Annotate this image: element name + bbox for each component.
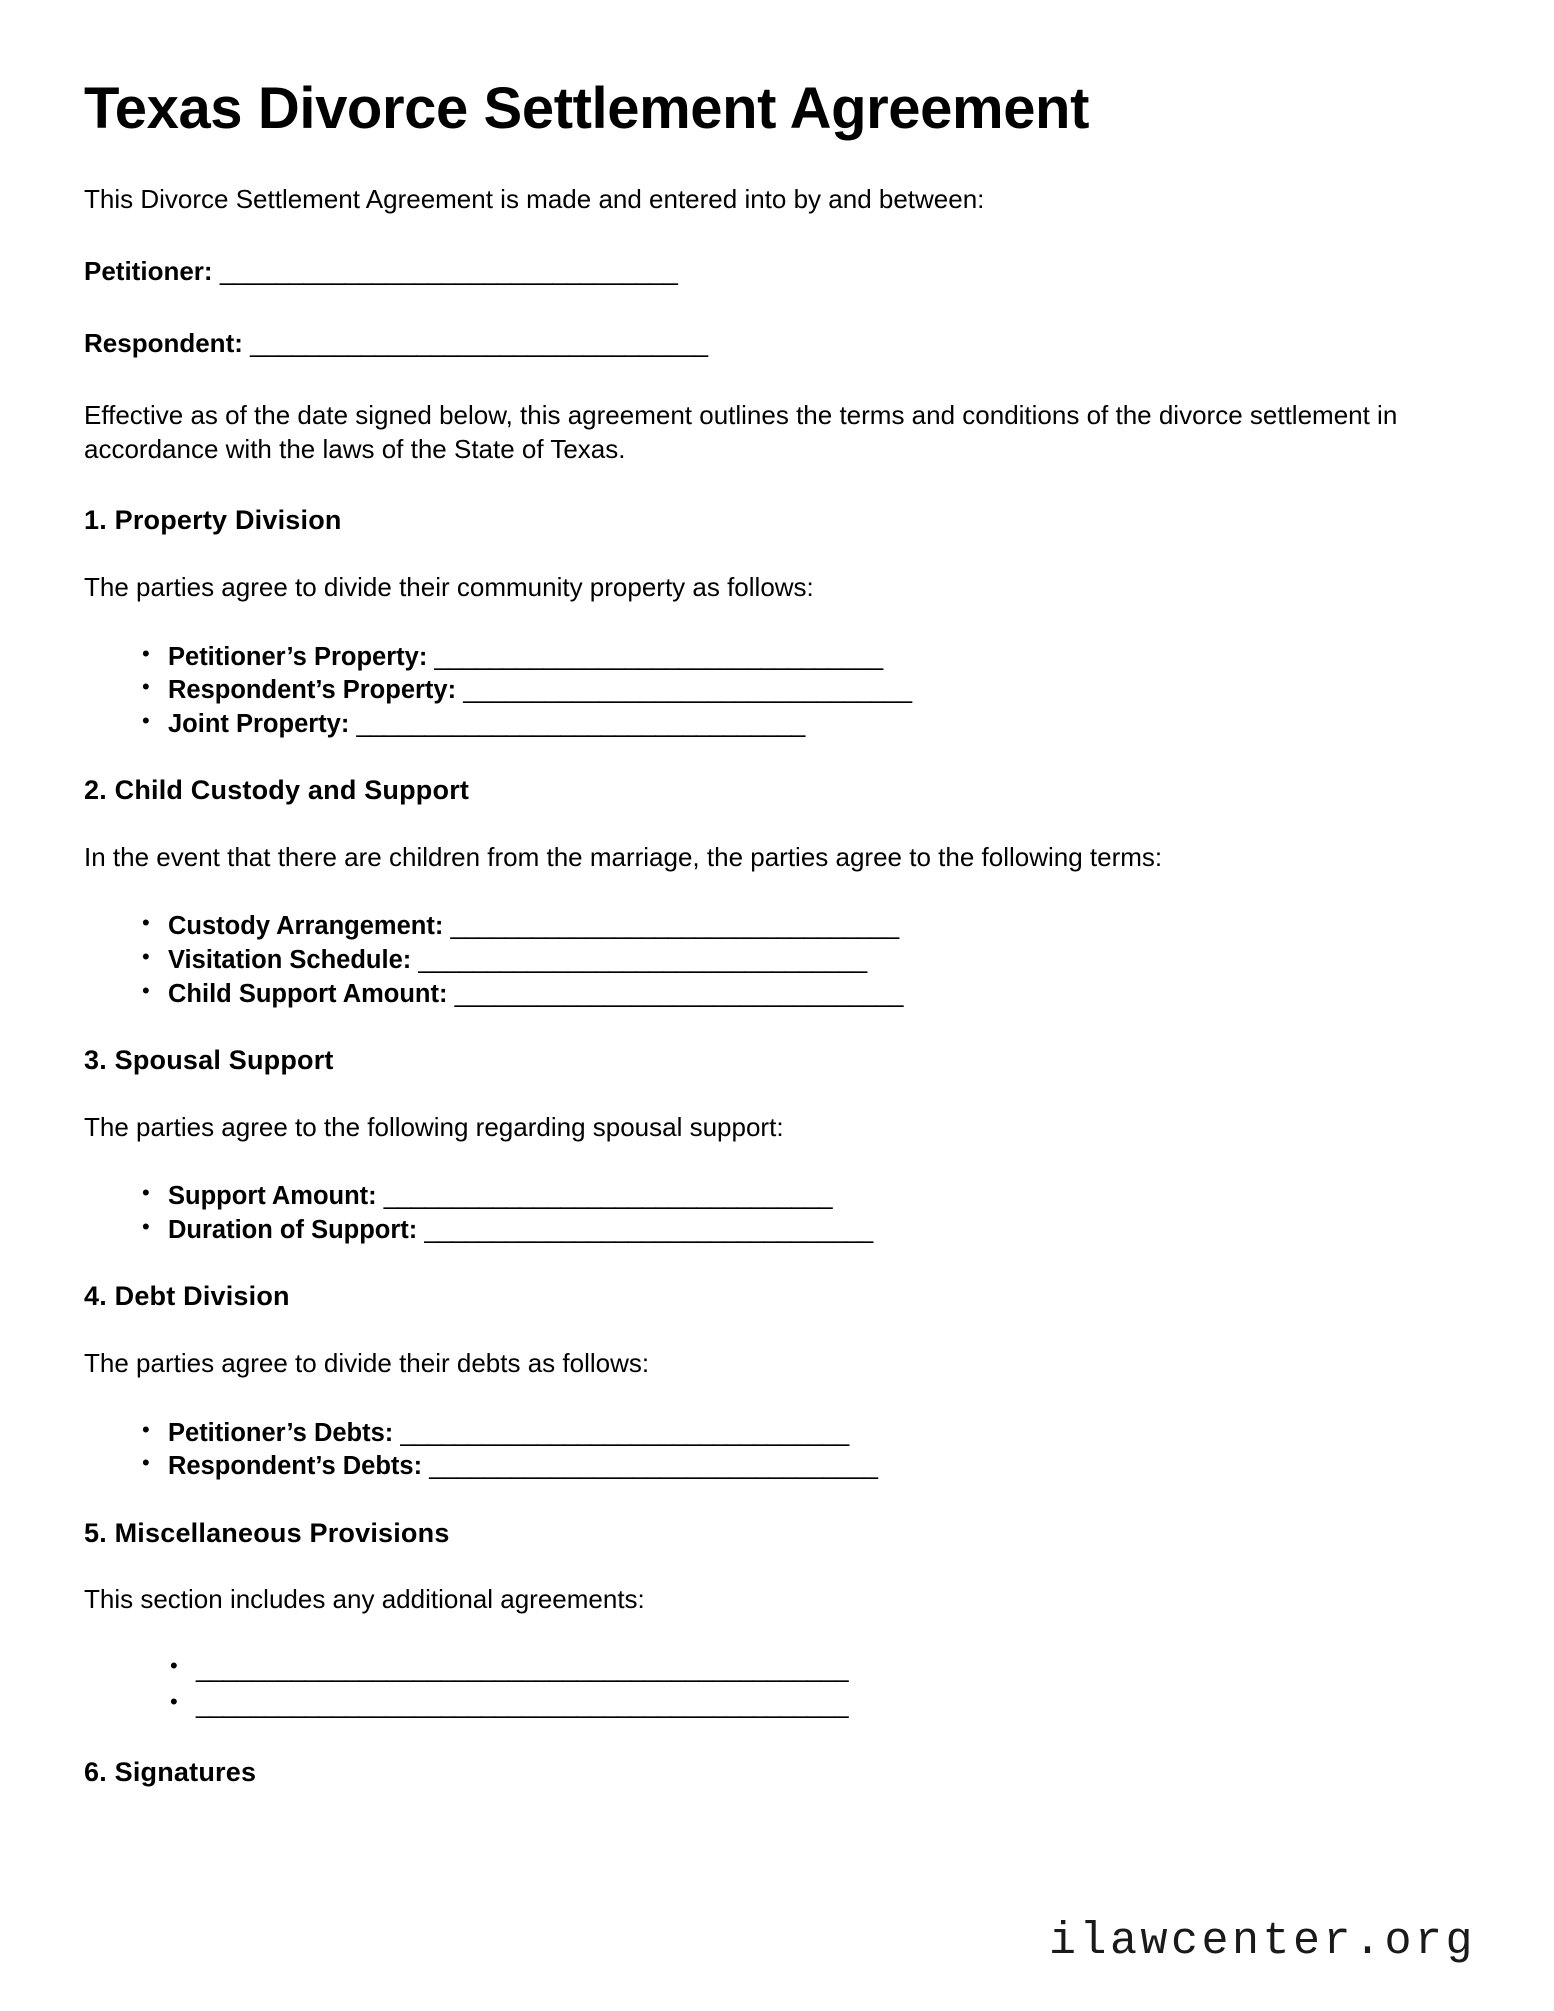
list-item	[134, 980, 1458, 1009]
section-lead-miscellaneous-provisions: This section includes any additional agreements:	[84, 1584, 645, 1615]
section-lead-property-division: The parties agree to divide their community property as follows:	[84, 571, 814, 602]
list-item	[134, 946, 1458, 975]
section-lead-spousal-support: The parties agree to the following regarding spousal support:	[84, 1111, 784, 1142]
intro-paragraph: This Divorce Settlement Agreement is made and entered into by and between:	[84, 184, 985, 215]
list-item	[134, 912, 1458, 941]
petitioner-property-blank-line[interactable]: _________________________________	[434, 642, 883, 671]
section-heading-miscellaneous-provisions: 5. Miscellaneous Provisions	[84, 1517, 450, 1548]
respondent-property-label: Respondent’s Property:	[168, 676, 457, 705]
custody-arrangement-blank-line[interactable]: _________________________________	[450, 912, 899, 941]
respondent-property-blank-line[interactable]: _________________________________	[463, 676, 912, 705]
respondent-field	[84, 327, 1458, 361]
custody-arrangement-label: Custody Arrangement:	[168, 912, 444, 941]
effective-paragraph: Effective as of the date signed below, this agreement outlines the terms and conditions of the divorce settlement in accordance with the laws of the State of Texas.	[84, 399, 1398, 464]
petitioner-blank-line[interactable]: _________________________________	[219, 256, 678, 287]
visitation-schedule-label: Visitation Schedule:	[168, 946, 412, 975]
child-support-amount-label: Child Support Amount:	[168, 979, 448, 1008]
section-lead-debt-division: The parties agree to divide their debts as follows:	[84, 1347, 650, 1378]
list-item	[134, 1419, 1458, 1448]
petitioner-field	[84, 255, 1458, 289]
list-miscellaneous-provisions	[84, 1655, 1458, 1720]
page-title: Texas Divorce Settlement Agreement	[84, 76, 1089, 141]
petitioner-debts-label: Petitioner’s Debts:	[168, 1418, 394, 1447]
section-heading-child-custody-and-support: 2. Child Custody and Support	[84, 775, 470, 806]
list-item	[134, 1216, 1458, 1245]
list-item	[134, 643, 1458, 672]
respondent-label: Respondent:	[84, 328, 243, 359]
section-heading-spousal-support: 3. Spousal Support	[84, 1045, 334, 1076]
section-heading-signatures: 6. Signatures	[84, 1756, 257, 1787]
duration-of-support-blank-line[interactable]: _________________________________	[424, 1215, 873, 1244]
child-support-amount-blank-line[interactable]: _________________________________	[454, 979, 903, 1008]
list-item	[134, 1182, 1458, 1211]
petitioner-property-label: Petitioner’s Property:	[168, 642, 428, 671]
section-lead-child-custody-and-support: In the event that there are children from the marriage, the parties agree to the following terms:	[84, 841, 1163, 872]
support-amount-label: Support Amount:	[168, 1182, 377, 1211]
list-property-division	[84, 643, 1458, 739]
petitioner-label: Petitioner:	[84, 256, 213, 287]
list-item	[162, 1655, 1458, 1684]
respondent-blank-line[interactable]: _________________________________	[250, 328, 708, 359]
duration-of-support-label: Duration of Support:	[168, 1215, 418, 1244]
joint-property-blank-line[interactable]: _________________________________	[356, 709, 805, 738]
misc-blank-line-2[interactable]: ________________________________________________	[196, 1691, 848, 1720]
joint-property-label: Joint Property:	[168, 709, 350, 738]
petitioner-debts-blank-line[interactable]: _________________________________	[400, 1418, 849, 1447]
site-watermark: ilawcenter.org	[1048, 1916, 1476, 1967]
list-spousal-support	[84, 1182, 1458, 1244]
list-item	[162, 1691, 1458, 1720]
support-amount-blank-line[interactable]: _________________________________	[383, 1182, 832, 1211]
list-child-custody-and-support	[84, 912, 1458, 1008]
visitation-schedule-blank-line[interactable]: _________________________________	[418, 946, 867, 975]
list-debt-division	[84, 1419, 1458, 1481]
respondent-debts-blank-line[interactable]: _________________________________	[429, 1452, 878, 1481]
section-heading-property-division: 1. Property Division	[84, 505, 342, 536]
section-heading-debt-division: 4. Debt Division	[84, 1281, 290, 1312]
list-item	[134, 1452, 1458, 1481]
list-item	[134, 676, 1458, 705]
list-item	[134, 710, 1458, 739]
respondent-debts-label: Respondent’s Debts:	[168, 1452, 423, 1481]
misc-blank-line-1[interactable]: ________________________________________________	[196, 1654, 848, 1683]
